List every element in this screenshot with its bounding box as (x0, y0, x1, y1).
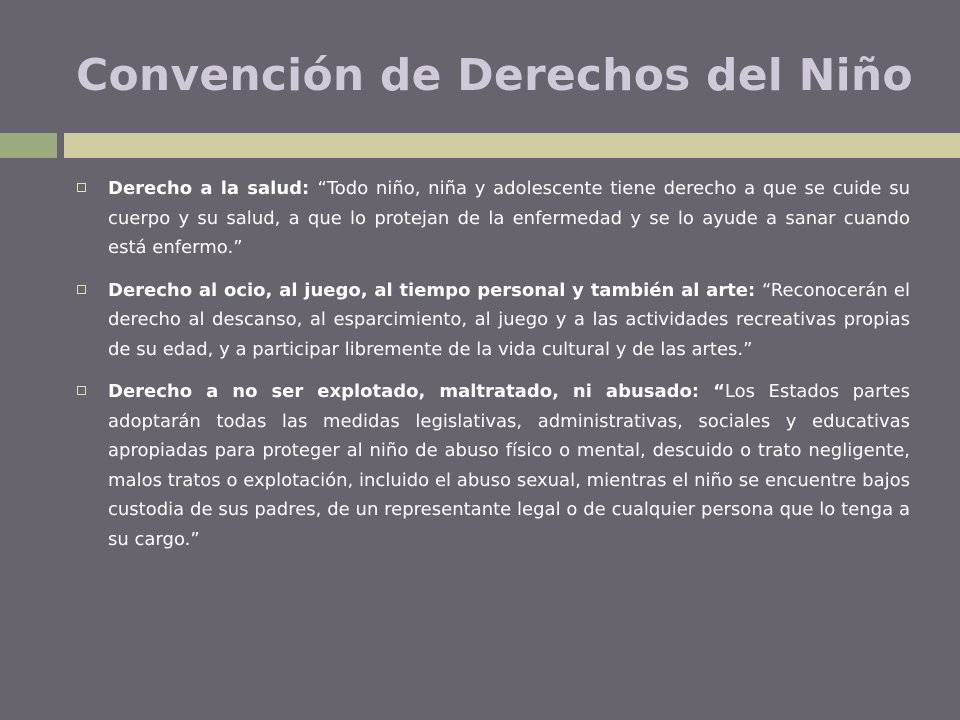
item-heading: Derecho a no ser explotado, maltratado, ni abusado: “ (108, 381, 725, 402)
accent-bar-left (0, 133, 57, 158)
slide-title: Convención de Derechos del Niño (76, 50, 913, 101)
bullet-list (72, 174, 910, 567)
item-text: “Todo niño, niña y adolescente tiene derecho a que se cuide su cuerpo y su salud, a que lo protejan de la enfermedad y se lo ayude a sanar cuando está enfermo.” (108, 178, 910, 258)
list-item (72, 174, 910, 263)
hollow-square-bullet-icon (77, 386, 86, 395)
list-item (72, 276, 910, 365)
item-text: Los Estados partes adoptarán todas las medidas legislativas, administrativas, sociales y educativas apropiadas para proteger al niño de abuso físico o mental, descuido o trato negligente, malos tratos o explotación, incluido el abuso sexual, mientras el niño se encuentre bajos custodia de sus padres, de un representante legal o de cualquier persona que lo tenga a su cargo.” (108, 381, 910, 550)
list-item (72, 377, 910, 554)
item-heading: Derecho a la salud: (108, 178, 318, 199)
hollow-square-bullet-icon (77, 285, 86, 294)
item-heading: Derecho al ocio, al juego, al tiempo personal y también al arte: (108, 279, 762, 301)
accent-bar-right (64, 133, 960, 158)
item-text: “Reconocerán el derecho al descanso, al esparcimiento, al juego y a las actividades recreativas propias de su edad, y a participar libremente de la vida cultural y de las artes.” (108, 279, 910, 360)
hollow-square-bullet-icon (77, 183, 86, 192)
